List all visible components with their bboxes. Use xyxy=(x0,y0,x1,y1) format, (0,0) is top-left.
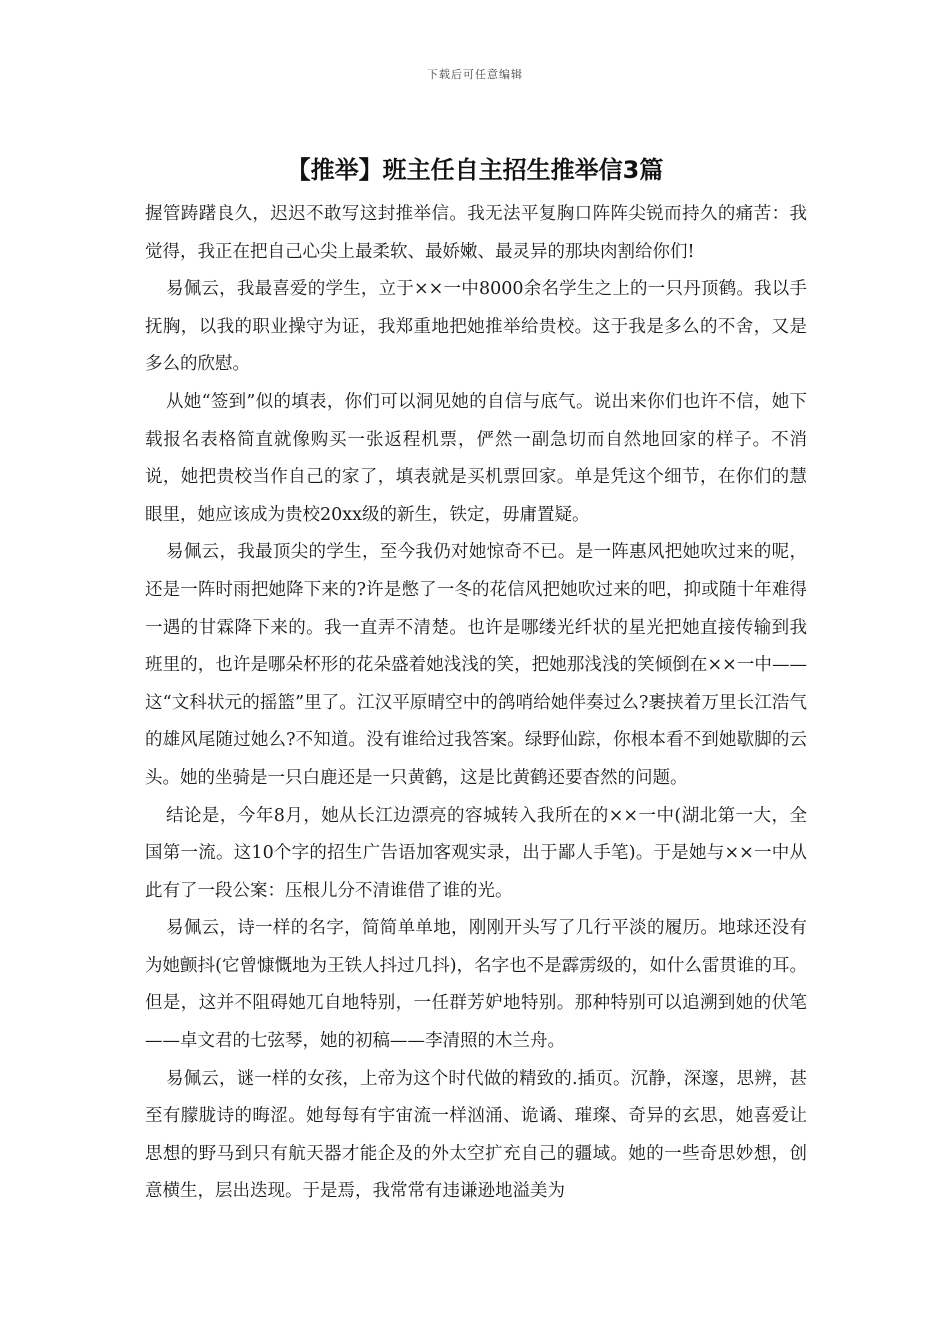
paragraph: 易佩云，谜一样的女孩，上帝为这个时代做的精致的.插页。沉静，深邃，思辨，甚至有朦胧诗的晦涩。她每每有宇宙流一样汹涌、诡谲、璀璨、奇异的玄思，她喜爱让思想的野马到只有航天器才能企及的外太空扩充自己的疆域。她的一些奇思妙想，创意横生，层出迭现。于是焉，我常常有违谦逊地溢美为 xyxy=(145,1068,807,1202)
paragraph: 结论是，今年8月，她从长江边漂亮的容城转入我所在的××一中(湖北第一大，全国第一流。这10个字的招生广告语加客观实录，出于鄙人手笔)。于是她与××一中从此有了一段公案：压根儿分不清谁借了谁的光。 xyxy=(145,805,807,901)
header-note: 下载后可任意编辑 xyxy=(427,68,523,81)
paragraph: 握管踌躇良久，迟迟不敢写这封推举信。我无法平复胸口阵阵尖锐而持久的痛苦：我觉得，我正在把自己心尖上最柔软、最娇嫩、最灵异的那块肉割给你们! xyxy=(145,204,807,262)
paragraph: 易佩云，我最顶尖的学生，至今我仍对她惊奇不已。是一阵惠风把她吹过来的呢，还是一阵时雨把她降下来的?许是憋了一冬的花信风把她吹过来的吧，抑或随十年难得一遇的甘霖降下来的。我一直弄不清楚。也许是哪缕光纤状的星光把她直接传输到我班里的，也许是哪朵杯形的花朵盛着她浅浅的笑，把她那浅浅的笑倾倒在××一中——这“文科状元的摇篮”里了。江汉平原晴空中的鸽哨给她伴奏过么?裹挟着万里长江浩气的雄风尾随过她么?不知道。没有谁给过我答案。绿野仙踪，你根本看不到她歇脚的云头。她的坐骑是一只白鹿还是一只黄鹤，这是比黄鹤还要杳然的问题。 xyxy=(145,542,807,788)
document-body xyxy=(145,196,807,1211)
paragraph: 易佩云，我最喜爱的学生，立于××一中8000余名学生之上的一只丹顶鹤。我以手抚胸，以我的职业操守为证，我郑重地把她推举给贵校。这于我是多么的不舍，又是多么的欣慰。 xyxy=(145,279,807,375)
document-title: 【推举】班主任自主招生推举信3篇 xyxy=(286,156,664,184)
paragraph: 从她“签到”似的填表，你们可以洞见她的自信与底气。说出来你们也许不信，她下载报名表格简直就像购买一张返程机票，俨然一副急切而自然地回家的样子。不消说，她把贵校当作自己的家了，填表就是买机票回家。单是凭这个细节，在你们的慧眼里，她应该成为贵校20xx级的新生，铁定，毋庸置疑。 xyxy=(145,391,807,525)
paragraph: 易佩云，诗一样的名字，简简单单地，刚刚开头写了几行平淡的履历。地球还没有为她颤抖(它曾慷慨地为王铁人抖过几抖)，名字也不是霹雳级的，如什么雷贯谁的耳。但是，这并不阻碍她兀自地特别，一任群芳妒地特别。那种特别可以追溯到她的伏笔——卓文君的七弦琴，她的初稿——李清照的木兰舟。 xyxy=(145,918,807,1052)
